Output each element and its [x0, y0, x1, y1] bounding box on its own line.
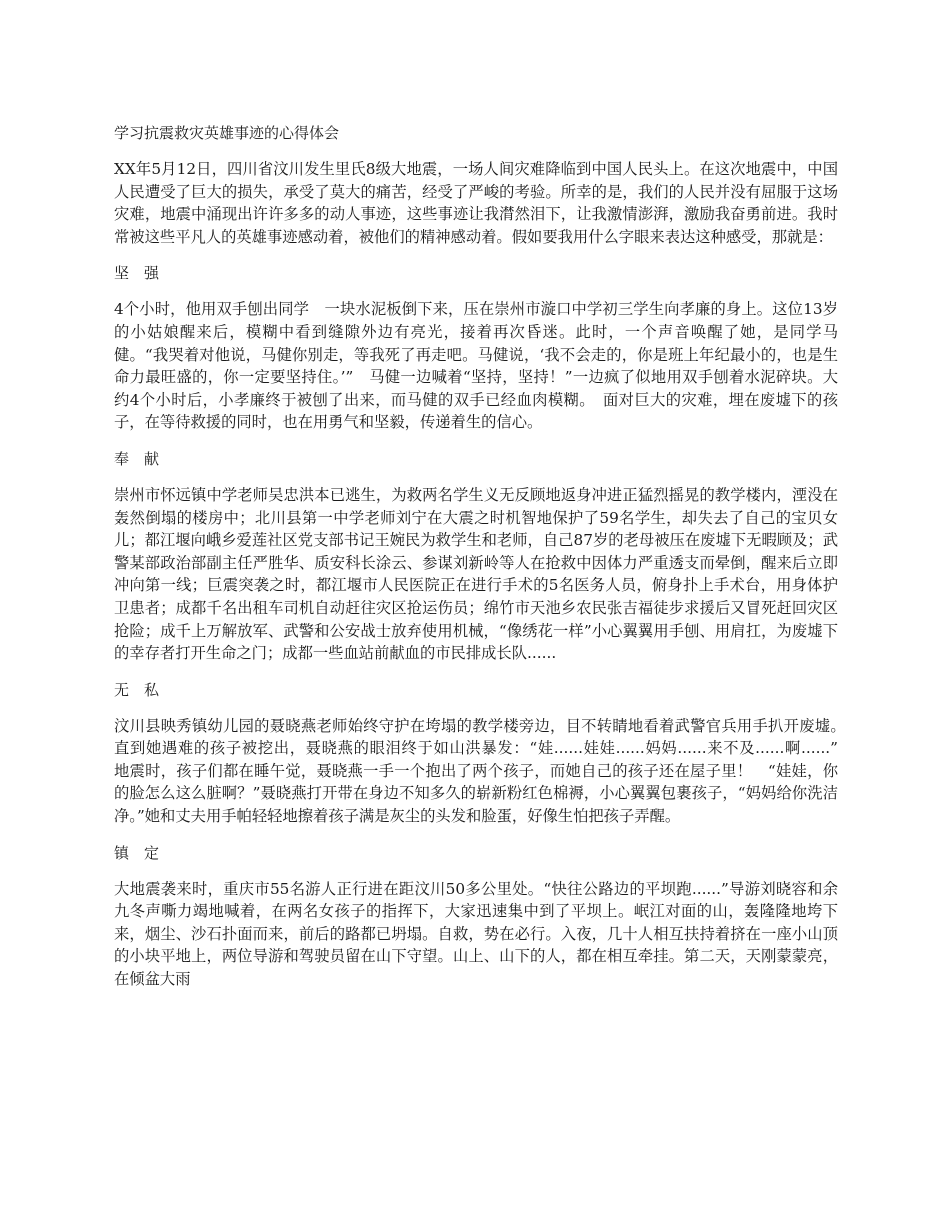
section-body-jianqiang: 4个小时，他用双手刨出同学 一块水泥板倒下来，压在崇州市漩口中学初三学生向孝廉的身上。这位13岁的小姑娘醒来后，模糊中看到缝隙外边有亮光，接着再次昏迷。此时，一个声音唤醒了她，是同学马健。“我哭着对他说，马健你别走，等我死了再走吧。马健说，‘我不会走的，你是班上年纪最小的，也是生命力最旺盛的，你一定要坚持住。’” 马健一边喊着“坚持，坚持！”一边疯了似地用双手刨着水泥碎块。大约4个小时后，小孝廉终于被刨了出来，而马健的双手已经血肉模糊。 面对巨大的灾难，埋在废墟下的孩子，在等待救援的同时，也在用勇气和坚毅，传递着生的信心。: [114, 300, 838, 432]
section-body-fengxian: 崇州市怀远镇中学老师吴忠洪本已逃生，为救两名学生义无反顾地返身冲进正猛烈摇晃的教学楼内，湮没在轰然倒塌的楼房中；北川县第一中学老师刘宁在大震之时机智地保护了59名学生，却失去了自己的宝贝女儿；都江堰向峨乡爱莲社区党支部书记王婉民为救学生和老师，自己87岁的老母被压在废墟下无暇顾及；武警某部政治部副主任严胜华、质安科长涂云、参谋刘新岭等人在抢救中因体力严重透支而晕倒，醒来后立即冲向第一线；巨震突袭之时，都江堰市人民医院正在进行手术的5名医务人员，俯身扑上手术台，用身体护卫患者；成都千名出租车司机自动赶往灾区抢运伤员；绵竹市天池乡农民张吉福徒步求援后又冒死赶回灾区抢险；成千上万解放军、武警和公安战士放弃使用机械，“像绣花一样”小心翼翼用手刨、用肩扛，为废墟下的幸存者打开生命之门；成都一些血站前献血的市民排成长队......: [114, 485, 838, 663]
document-title: 学习抗震救灾英雄事迹的心得体会: [114, 124, 340, 142]
section-heading-zhending: 镇 定: [114, 843, 160, 862]
section-body-zhending: 大地震袭来时，重庆市55名游人正行进在距汶川50多公里处。“快往公路边的平坝跑......”导游刘晓容和余九冬声嘶力竭地喊着，在两名女孩子的指挥下，大家迅速集中到了平坝上。岷江对面的山，轰隆隆地垮下来，烟尘、沙石扑面而来，前后的路都已坍塌。自救，势在必行。入夜，几十人相互扶持着挤在一座小山顶的小块平地上，两位导游和驾驶员留在山下守望。山上、山下的人，都在相互牵挂。第二天，天刚蒙蒙亮，在倾盆大雨: [114, 879, 838, 989]
intro-paragraph: XX年5月12日，四川省汶川发生里氏8级大地震，一场人间灾难降临到中国人民头上。在这次地震中，中国人民遭受了巨大的损失，承受了莫大的痛苦，经受了严峻的考验。所幸的是，我们的人民并没有屈服于这场灾难，地震中涌现出许许多多的动人事迹，这些事迹让我潸然泪下，让我激情澎湃，激励我奋勇前进。我时常被这些平凡人的英雄事迹感动着，被他们的精神感动着。假如要我用什么字眼来表达这种感受，那就是：: [114, 160, 838, 246]
section-body-wusi: 汶川县映秀镇幼儿园的聂晓燕老师始终守护在垮塌的教学楼旁边，目不转睛地看着武警官兵用手扒开废墟。 直到她遇难的孩子被挖出，聂晓燕的眼泪终于如山洪暴发：“娃......娃娃......妈妈......来不及......啊......” 地震时，孩子们都在睡午觉，聂晓燕一手一个抱出了两个孩子，而她自己的孩子还在屋子里！ “娃娃，你的脸怎么这么脏啊？”聂晓燕打开带在身边不知多久的崭新粉红色棉褥，小心翼翼包裹孩子，“妈妈给你洗洁净。”她和丈夫用手帕轻轻地擦着孩子满是灰尘的头发和脸蛋，好像生怕把孩子弄醒。: [114, 716, 854, 826]
section-heading-wusi: 无 私: [114, 680, 160, 699]
document-page: [114, 122, 854, 1005]
section-heading-fengxian: 奉 献: [114, 449, 160, 468]
section-heading-jianqiang: 坚 强: [114, 264, 160, 283]
